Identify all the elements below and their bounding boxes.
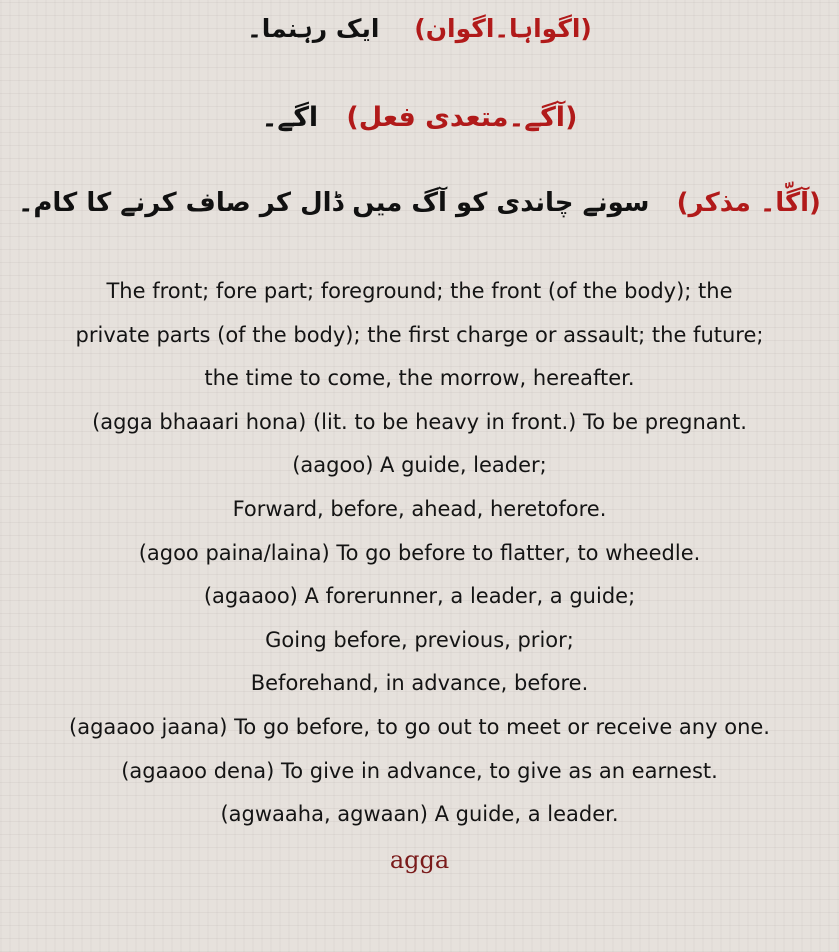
urdu-headword: (اگواہا۔اگوان): [414, 14, 592, 43]
english-definitions: [0, 270, 839, 837]
definition-line: (agaaoo jaana) To go before, to go out to meet or receive any one.: [69, 714, 770, 739]
urdu-entry-agwaaha: [0, 14, 839, 43]
urdu-definition: ایک رہنما۔: [247, 14, 380, 43]
urdu-entry-aage: [0, 102, 839, 133]
urdu-definition: اگے۔: [261, 102, 319, 133]
definition-line: (agaaoo dena) To give in advance, to give as an earnest.: [121, 758, 718, 783]
definition-line: (agaaoo) A forerunner, a leader, a guide;: [203, 584, 636, 609]
definition-line: (agoo paina/laina) To go before to flatter, to wheedle.: [138, 540, 701, 565]
definition-line: Beforehand, in advance, before.: [250, 671, 589, 696]
definition-line: The front; fore part; foreground; the front (of the body); the: [106, 279, 733, 303]
urdu-headword: (آگے۔متعدی فعل): [346, 102, 578, 133]
definition-line: Forward, before, ahead, heretofore.: [232, 496, 607, 521]
definition-line: (agwaaha, agwaan) A guide, a leader.: [220, 802, 619, 827]
definition-line: (aagoo) A guide, leader;: [292, 453, 547, 478]
definition-line: private parts (of the body); the first charge or assault; the future;: [75, 322, 764, 347]
definition-line: Going before, previous, prior;: [265, 627, 574, 652]
definition-line: (agga bhaaari hona) (lit. to be heavy in front.) To be pregnant.: [92, 409, 747, 434]
urdu-entry-agga: [0, 188, 839, 218]
urdu-definition: سونے چاندی کو آگ میں ڈال کر صاف کرنے کا کام۔: [18, 188, 650, 218]
definition-line: the time to come, the morrow, hereafter.: [204, 366, 635, 391]
urdu-headword: (آگّا۔ مذکر): [676, 188, 821, 218]
keyword-label: agga: [389, 846, 450, 874]
